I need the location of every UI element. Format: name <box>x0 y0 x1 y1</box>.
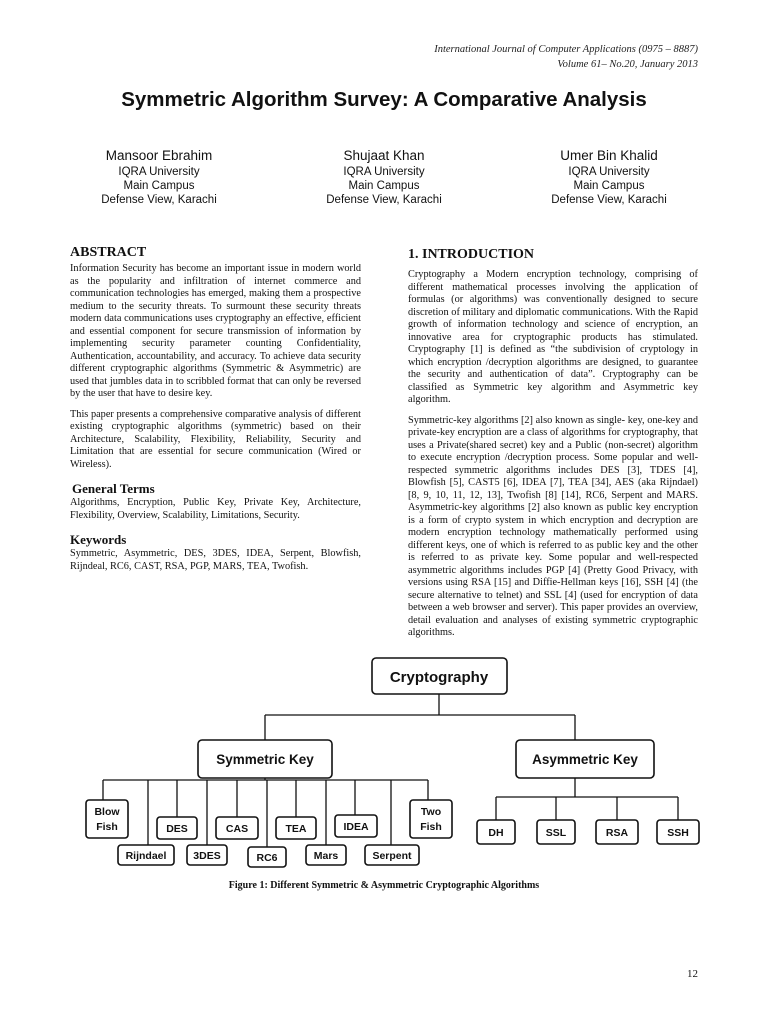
node-rijndael <box>118 845 174 865</box>
svg-text:Two: Two <box>420 806 442 818</box>
svg-text:Blow: Blow <box>94 806 120 818</box>
abstract-paragraph-1: Information Security has become an important issue in modern world as the popularity and infiltration of internet commerce and communication technologies has emerged, making them a prospective medium to the security threats. To surmount these security threats modern data communications uses cryptography an effective, efficient and essential component for secure transmission of information by implementing security parameter counting Confidentiality, Authentication, accountability, and accuracy. To achieve data security different cryptographic algorithms (Symmetric & Asymmetric) are used that jumbles data in to scribbled format that can only be reversed by the user that have to desire key. <box>70 263 361 399</box>
author-name: Umer Bin Khalid <box>560 148 658 163</box>
node-symmetric-key <box>198 740 332 778</box>
introduction-heading: 1. INTRODUCTION <box>408 247 535 262</box>
author-university: IQRA University <box>568 166 650 178</box>
keywords-heading: Keywords <box>70 532 127 547</box>
cryptography-diagram <box>0 650 768 880</box>
svg-text:Symmetric Key: Symmetric Key <box>216 752 314 767</box>
svg-text:RC6: RC6 <box>256 852 278 864</box>
node-cas <box>216 817 258 839</box>
author-campus: Main Campus <box>348 180 420 192</box>
svg-text:RSA: RSA <box>605 827 629 839</box>
node-blowfish <box>86 800 128 838</box>
svg-text:DES: DES <box>166 823 188 835</box>
node-tea <box>276 817 316 839</box>
author-block-2 <box>284 146 484 207</box>
author-university: IQRA University <box>118 166 200 178</box>
author-block-3 <box>509 146 709 207</box>
author-name: Shujaat Khan <box>343 148 425 163</box>
author-location: Defense View, Karachi <box>101 194 217 206</box>
svg-text:TEA: TEA <box>285 823 307 835</box>
author-campus: Main Campus <box>123 180 195 192</box>
svg-text:SSH: SSH <box>667 827 689 839</box>
figure-caption: Figure 1: Different Symmetric & Asymmetric Cryptographic Algorithms <box>228 880 540 891</box>
page-number: 12 <box>687 968 698 980</box>
abstract-paragraph-2: This paper presents a comprehensive comparative analysis of different existing cryptographic algorithms (symmetric) based on their Architecture, Scalability, Flexibility, Reliability, Security and Limitation that are essential for secure communication (Wired or Wireless). <box>70 408 361 470</box>
author-location: Defense View, Karachi <box>326 194 442 206</box>
svg-text:CAS: CAS <box>225 823 249 835</box>
svg-text:Rijndael: Rijndael <box>125 850 167 862</box>
paper-title: Symmetric Algorithm Survey: A Comparative Analysis <box>121 88 647 111</box>
node-ssh <box>657 820 699 844</box>
node-twofish <box>410 800 452 838</box>
node-des <box>157 817 197 839</box>
svg-text:Fish: Fish <box>96 821 118 833</box>
svg-text:Fish: Fish <box>420 821 442 833</box>
author-name: Mansoor Ebrahim <box>105 148 213 163</box>
left-column <box>70 244 361 573</box>
svg-text:DH: DH <box>488 827 504 839</box>
introduction-paragraph-1: Cryptography a Modern encryption technology, comprising of different mathematical processes involving the application of formulas (or algorithms) was conventionally designed to secure discretion of military and diplomatic communications. With the Rapid growth of information technology and science of encryption, an innovative area for cryptographic products has stimulated. Cryptography [1] is defined as “the subdivision of cryptology in which encryption /decryption algorithms are designed, to guarantee the security and authentication of data”. Cryptography can be classified as Symmetric key algorithm and Asymmetric key algorithm. <box>408 269 698 405</box>
node-rsa <box>596 820 638 844</box>
node-asymmetric-key <box>516 740 654 778</box>
introduction-paragraph-2: Symmetric-key algorithms [2] also known as single- key, one-key and private-key encryption are a class of algorithms for cryptography, that uses a Private(shared secret) key and a Public (non-secret) algorithm to execute encryption /decryption process. Some popular and well-respected symmetric algorithms includes DES [3], TDES [4], Blowfish [5], CAST5 [6], IDEA [7], TEA [34], AES (aka Rijndael) [8, 9, 10, 11, 12, 13], Twofish [8] [14], RC6, Serpent and MARS. Asymmetric-key algorithms [2] also known as public key encryption is a form of crypto system in which encryption and decryption are modern encryption technology mathematically performed using different keys, one of which is referred to as public key and the other is referred to as private key. Some popular and well-respected asymmetric algorithms includes PGP [4] (Pretty Good Privacy, with versions using RSA [15] and Diffie-Hellman keys [16], SSH [4] (the secure alternative to telnet) and SSL [4] (used for encryption of data between a web browser and server). This paper provides an overview, detail evaluation and analyses of existing symmetric cryptographic algorithms. <box>408 414 698 638</box>
svg-text:3DES: 3DES <box>193 850 221 862</box>
node-cryptography <box>372 658 507 694</box>
author-university: IQRA University <box>343 166 425 178</box>
author-block-1 <box>59 146 259 207</box>
node-rc6 <box>248 847 286 867</box>
abstract-heading: ABSTRACT <box>70 245 147 260</box>
node-mars <box>306 845 346 865</box>
author-campus: Main Campus <box>573 180 645 192</box>
general-terms-heading: General Terms <box>72 481 155 496</box>
node-ssl <box>537 820 575 844</box>
svg-text:IDEA: IDEA <box>343 821 369 833</box>
general-terms-text: Algorithms, Encryption, Public Key, Private Key, Architecture, Flexibility, Overview, Scalability, Limitations, Security. <box>70 497 361 521</box>
node-idea <box>335 815 377 837</box>
journal-name: International Journal of Computer Applications (0975 – 8887) <box>434 44 698 55</box>
svg-text:Mars: Mars <box>313 850 339 862</box>
node-dh <box>477 820 515 844</box>
svg-text:SSL: SSL <box>545 827 567 839</box>
journal-header <box>434 42 698 72</box>
right-column <box>408 246 698 640</box>
svg-text:Cryptography: Cryptography <box>389 669 489 686</box>
svg-text:Serpent: Serpent <box>372 850 412 862</box>
volume-info: Volume 61– No.20, January 2013 <box>557 59 698 70</box>
keywords-text: Symmetric, Asymmetric, DES, 3DES, IDEA, Serpent, Blowfish, Rijndeal, RC6, CAST, RSA, PGP, MARS, TEA, Twofish. <box>70 548 361 572</box>
svg-text:Asymmetric Key: Asymmetric Key <box>532 752 638 767</box>
node-serpent <box>365 845 419 865</box>
node-3des <box>187 845 227 865</box>
author-location: Defense View, Karachi <box>551 194 667 206</box>
